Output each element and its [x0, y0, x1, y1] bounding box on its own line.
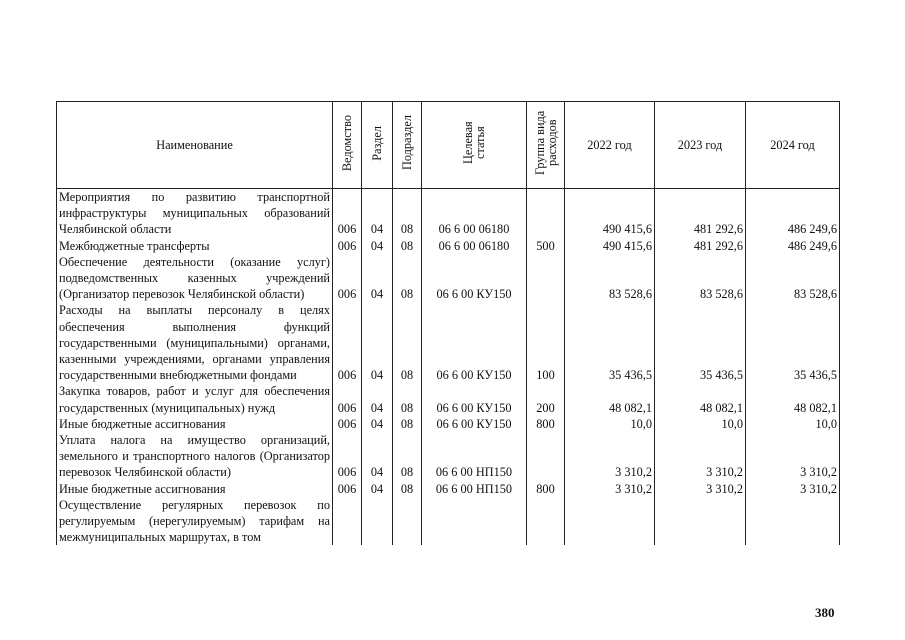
cell-y2022: 35 436,5	[565, 302, 655, 383]
cell-y2022: 10,0	[565, 416, 655, 432]
budget-table	[56, 101, 840, 545]
cell-target: 06 6 00 КУ150	[422, 383, 527, 415]
cell-group: 800	[527, 416, 565, 432]
cell-name: Иные бюджетные ассигнования	[57, 481, 333, 497]
cell-y2022: 3 310,2	[565, 432, 655, 481]
cell-section: 04	[362, 432, 393, 481]
cell-subsection: 08	[393, 189, 422, 238]
header-group: Группа вида расходов	[527, 102, 565, 189]
cell-subsection	[393, 497, 422, 546]
cell-target: 06 6 00 06180	[422, 238, 527, 254]
cell-section: 04	[362, 238, 393, 254]
cell-y2022: 3 310,2	[565, 481, 655, 497]
page-number: 380	[815, 605, 835, 620]
cell-section: 04	[362, 302, 393, 383]
cell-subsection: 08	[393, 302, 422, 383]
cell-dept: 006	[333, 302, 362, 383]
header-dept: Ведомство	[333, 102, 362, 189]
cell-subsection: 08	[393, 481, 422, 497]
cell-name: Обеспечение деятельности (оказание услуг) подведомственных казенных учреждений (Организатор перевозок Челябинской области)	[57, 254, 333, 303]
cell-subsection: 08	[393, 383, 422, 415]
cell-y2023: 35 436,5	[655, 302, 746, 383]
cell-group: 100	[527, 302, 565, 383]
header-section: Раздел	[362, 102, 393, 189]
table-row	[57, 383, 840, 415]
cell-y2022: 490 415,6	[565, 189, 655, 238]
cell-y2023: 481 292,6	[655, 238, 746, 254]
cell-y2024: 35 436,5	[746, 302, 840, 383]
cell-y2024: 486 249,6	[746, 238, 840, 254]
table-row	[57, 416, 840, 432]
cell-dept: 006	[333, 238, 362, 254]
table-row	[57, 238, 840, 254]
cell-section: 04	[362, 189, 393, 238]
cell-y2023: 3 310,2	[655, 432, 746, 481]
cell-y2022: 48 082,1	[565, 383, 655, 415]
cell-y2023: 83 528,6	[655, 254, 746, 303]
cell-y2023: 481 292,6	[655, 189, 746, 238]
cell-dept	[333, 497, 362, 546]
cell-name: Расходы на выплаты персоналу в целях обеспечения выполнения функций государственными (муниципальными) органами, казенными учреждениями, органами управления государственными внебюджетными фондами	[57, 302, 333, 383]
cell-y2024: 486 249,6	[746, 189, 840, 238]
cell-dept: 006	[333, 416, 362, 432]
cell-dept: 006	[333, 432, 362, 481]
cell-subsection: 08	[393, 238, 422, 254]
table-row	[57, 481, 840, 497]
cell-group	[527, 189, 565, 238]
cell-y2023: 3 310,2	[655, 481, 746, 497]
cell-y2022: 83 528,6	[565, 254, 655, 303]
cell-section: 04	[362, 254, 393, 303]
cell-target: 06 6 00 КУ150	[422, 302, 527, 383]
cell-group: 200	[527, 383, 565, 415]
cell-subsection: 08	[393, 432, 422, 481]
cell-y2023: 48 082,1	[655, 383, 746, 415]
cell-y2023	[655, 497, 746, 546]
cell-y2024: 10,0	[746, 416, 840, 432]
cell-target: 06 6 00 06180	[422, 189, 527, 238]
cell-name: Мероприятия по развитию транспортной инфраструктуры муниципальных образований Челябинской области	[57, 189, 333, 238]
cell-group	[527, 432, 565, 481]
cell-name: Уплата налога на имущество организаций, земельного и транспортного налогов (Организатор перевозок Челябинской области)	[57, 432, 333, 481]
cell-name: Иные бюджетные ассигнования	[57, 416, 333, 432]
cell-target	[422, 497, 527, 546]
table-header-row	[57, 102, 840, 189]
table-row	[57, 189, 840, 238]
cell-subsection: 08	[393, 254, 422, 303]
cell-y2024: 3 310,2	[746, 481, 840, 497]
header-2023: 2023 год	[655, 102, 746, 189]
cell-target: 06 6 00 НП150	[422, 481, 527, 497]
cell-y2024	[746, 497, 840, 546]
cell-y2024: 48 082,1	[746, 383, 840, 415]
table-row	[57, 254, 840, 303]
table-row	[57, 302, 840, 383]
cell-dept: 006	[333, 481, 362, 497]
cell-name: Закупка товаров, работ и услуг для обеспечения государственных (муниципальных) нужд	[57, 383, 333, 415]
cell-section: 04	[362, 416, 393, 432]
cell-dept: 006	[333, 254, 362, 303]
cell-group	[527, 497, 565, 546]
cell-subsection: 08	[393, 416, 422, 432]
table-row	[57, 497, 840, 546]
cell-group: 800	[527, 481, 565, 497]
cell-y2022: 490 415,6	[565, 238, 655, 254]
cell-dept: 006	[333, 189, 362, 238]
cell-group	[527, 254, 565, 303]
cell-section: 04	[362, 481, 393, 497]
cell-target: 06 6 00 КУ150	[422, 254, 527, 303]
header-2024: 2024 год	[746, 102, 840, 189]
cell-name: Осуществление регулярных перевозок по регулируемым (нерегулируемым) тарифам на межмуниципальных маршрутах, в том	[57, 497, 333, 546]
header-target: Целевая статья	[422, 102, 527, 189]
header-2022: 2022 год	[565, 102, 655, 189]
cell-section	[362, 497, 393, 546]
cell-y2022	[565, 497, 655, 546]
header-subsection: Подраздел	[393, 102, 422, 189]
cell-target: 06 6 00 НП150	[422, 432, 527, 481]
cell-y2024: 3 310,2	[746, 432, 840, 481]
table-body	[57, 189, 840, 546]
cell-y2024: 83 528,6	[746, 254, 840, 303]
table-row	[57, 432, 840, 481]
cell-target: 06 6 00 КУ150	[422, 416, 527, 432]
cell-section: 04	[362, 383, 393, 415]
cell-dept: 006	[333, 383, 362, 415]
cell-group: 500	[527, 238, 565, 254]
cell-y2023: 10,0	[655, 416, 746, 432]
header-name: Наименование	[57, 102, 333, 189]
cell-name: Межбюджетные трансферты	[57, 238, 333, 254]
